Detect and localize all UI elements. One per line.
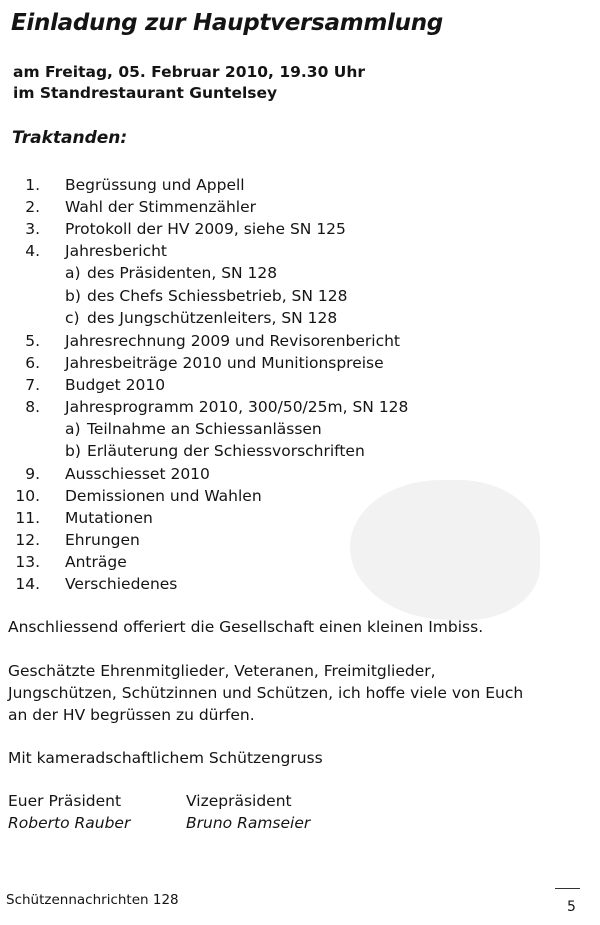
agenda-item-text: Jahresbericht bbox=[65, 242, 168, 260]
agenda-subitem-letter: b) bbox=[65, 286, 81, 305]
agenda-item-number: 8. bbox=[25, 397, 40, 416]
footer-publication: Schützennachrichten 128 bbox=[6, 892, 179, 908]
agenda-item-number: 14. bbox=[15, 574, 40, 593]
agenda-item-text: Protokoll der HV 2009, siehe SN 125 bbox=[65, 220, 346, 238]
agenda-item-text: Demissionen und Wahlen bbox=[65, 486, 262, 505]
agenda-item-number: 10. bbox=[15, 486, 40, 505]
agenda-subitem-text: des Jungschützenleiters, SN 128 bbox=[87, 309, 338, 328]
agenda-item-number: 2. bbox=[25, 198, 40, 216]
agenda-subitem-text: des Chefs Schiessbetrieb, SN 128 bbox=[87, 286, 348, 305]
agenda-item-number: 3. bbox=[25, 220, 40, 238]
agenda-subitem-text: Teilnahme an Schiessanlässen bbox=[87, 419, 322, 438]
agenda-item-number: 4. bbox=[25, 242, 40, 260]
agenda-item-number: 12. bbox=[15, 530, 40, 549]
invitation-paragraph bbox=[8, 660, 523, 726]
agenda-subitem-letter: c) bbox=[65, 309, 80, 328]
agenda-item-text: Ehrungen bbox=[65, 530, 140, 549]
signature-name: Bruno Ramseier bbox=[186, 814, 311, 832]
agenda-item-text: Jahresprogramm 2010, 300/50/25m, SN 128 bbox=[65, 397, 409, 416]
agenda-item-text: Budget 2010 bbox=[65, 375, 166, 394]
paragraph-line: Jungschützen, Schützinnen und Schützen, ich hoffe viele von Euch bbox=[8, 684, 524, 702]
agenda-item-number: 7. bbox=[25, 375, 40, 394]
agenda-subitem-letter: a) bbox=[65, 419, 81, 438]
agenda-item-number: 9. bbox=[25, 464, 40, 483]
signature-vice-president bbox=[186, 790, 310, 834]
footer-divider bbox=[555, 888, 580, 889]
agenda-subitem-text: Erläuterung der Schiessvorschriften bbox=[87, 442, 365, 461]
agenda-item-text: Anträge bbox=[65, 552, 127, 571]
page-title: Einladung zur Hauptversammlung bbox=[11, 10, 443, 36]
meeting-date: am Freitag, 05. Februar 2010, 19.30 Uhr bbox=[13, 63, 366, 81]
agenda-item-text: Ausschiesset 2010 bbox=[65, 464, 210, 483]
agenda-item-text: Begrüssung und Appell bbox=[65, 176, 245, 194]
agenda-subitem-letter: a) bbox=[65, 264, 81, 282]
agenda-subitem-letter: b) bbox=[65, 442, 81, 461]
agenda-item-text: Jahresbeiträge 2010 und Munitionspreise bbox=[65, 353, 384, 372]
paragraph-line: Geschätzte Ehrenmitglieder, Veteranen, Freimitglieder, bbox=[8, 662, 436, 680]
agenda-item-number: 13. bbox=[15, 552, 40, 571]
greeting: Mit kameradschaftlichem Schützengruss bbox=[8, 749, 323, 767]
closing-paragraph: Anschliessend offeriert die Gesellschaft einen kleinen Imbiss. bbox=[8, 618, 484, 636]
signature-role: Euer Präsident bbox=[8, 792, 122, 810]
agenda-item-number: 11. bbox=[15, 508, 40, 527]
agenda-item-text: Mutationen bbox=[65, 508, 153, 527]
agenda-item-number: 5. bbox=[25, 331, 40, 350]
agenda-item-text: Verschiedenes bbox=[65, 574, 178, 593]
meeting-info bbox=[13, 62, 365, 104]
page-number: 5 bbox=[567, 899, 576, 915]
signature-role: Vizepräsident bbox=[186, 792, 292, 810]
agenda-item-number: 1. bbox=[25, 176, 40, 194]
show-through-shape bbox=[350, 480, 540, 620]
paragraph-line: an der HV begrüssen zu dürfen. bbox=[8, 706, 255, 724]
agenda-subitem-text: des Präsidenten, SN 128 bbox=[87, 264, 278, 282]
agenda-item-text: Jahresrechnung 2009 und Revisorenbericht bbox=[65, 331, 400, 350]
meeting-location: im Standrestaurant Guntelsey bbox=[13, 84, 278, 102]
signature-name: Roberto Rauber bbox=[8, 814, 131, 832]
agenda-item-text: Wahl der Stimmenzähler bbox=[65, 198, 257, 216]
agenda-heading: Traktanden: bbox=[12, 128, 128, 148]
agenda-item-number: 6. bbox=[25, 353, 40, 372]
signature-president bbox=[8, 790, 130, 834]
